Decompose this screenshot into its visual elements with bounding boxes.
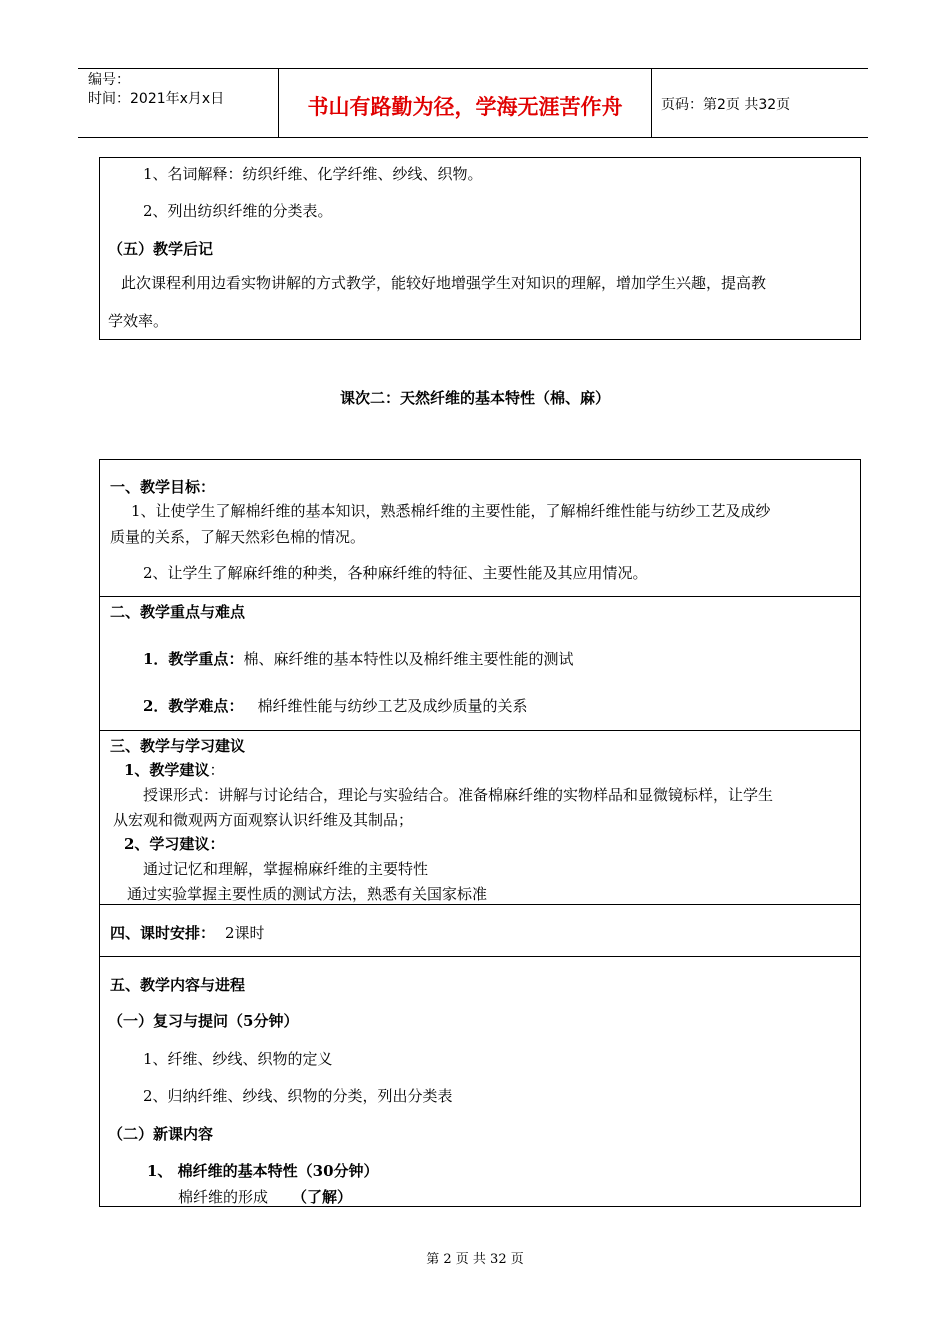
goals-item-2: 2、让学生了解麻纤维的种类，各种麻纤维的特征、主要性能及其应用情况。 <box>143 564 648 582</box>
teaching-difficulty <box>143 695 527 716</box>
homework-item-2: 2、列出纺织纤维的分类表。 <box>143 202 333 220</box>
learning-suggestion-text: 通过实验掌握主要性质的测试方法，熟悉有关国家标准 <box>127 885 488 903</box>
postscript-text: 学效率。 <box>108 312 169 330</box>
document-number-label: 编号： <box>88 72 130 88</box>
learning-suggestion-text: 通过记忆和理解，掌握棉麻纤维的主要特性 <box>143 860 429 878</box>
teaching-focus-label: 1．教学重点： <box>143 650 244 668</box>
header-meta <box>88 71 224 109</box>
teaching-focus-text: 棉、麻纤维的基本特性以及棉纤维主要性能的测试 <box>243 650 574 668</box>
review-item-2: 2、归纳纤维、纱线、织物的分类，列出分类表 <box>143 1087 453 1105</box>
teaching-focus <box>143 648 573 669</box>
learning-suggestion-label: 2、学习建议： <box>124 835 225 853</box>
teaching-suggestion-text: 授课形式：讲解与讨论结合，理论与实验结合。准备棉麻纤维的实物样品和显微镜标样，让学生 <box>143 786 774 804</box>
page-footer: 第 2 页 共 32 页 <box>426 1252 524 1267</box>
goals-item-1-cont: 质量的关系，了解天然彩色棉的情况。 <box>110 528 366 546</box>
lesson-title: 课次二：天然纤维的基本特性（棉、麻） <box>339 389 610 407</box>
row-divider <box>99 904 861 905</box>
new-content-subitem <box>178 1186 352 1207</box>
goals-heading: 一、教学目标： <box>110 478 216 496</box>
homework-box <box>99 157 861 340</box>
goals-item-1: 1、让使学生了解棉纤维的基本知识，熟悉棉纤维的主要性能，了解棉纤维性能与纺纱工艺及成纱 <box>131 502 771 520</box>
new-content-item-1: 1、 棉纤维的基本特性（30分钟） <box>147 1162 379 1180</box>
row-divider <box>99 956 861 957</box>
document-date-label: 时间：2021年x月x日 <box>88 91 225 107</box>
key-points-heading: 二、教学重点与难点 <box>110 603 246 621</box>
teaching-difficulty-text: 棉纤维性能与纺纱工艺及成纱质量的关系 <box>257 697 528 715</box>
header-page-number: 页码：第2页 共32页 <box>661 97 791 113</box>
suggestions-heading: 三、教学与学习建议 <box>110 737 246 755</box>
teaching-suggestion-label: 1、教学建议： <box>124 761 225 779</box>
page-header <box>78 68 868 138</box>
review-heading: （一）复习与提问（5分钟） <box>108 1012 299 1030</box>
homework-item-1: 1、名词解释：纺织纤维、化学纤维、纱线、织物。 <box>143 165 483 183</box>
row-divider <box>99 596 861 597</box>
teaching-difficulty-label: 2．教学难点： <box>143 697 244 715</box>
subitem-text: 棉纤维的形成 <box>178 1188 269 1206</box>
teaching-suggestion-text-cont: 从宏观和微观两方面观察认识纤维及其制品； <box>113 811 414 829</box>
class-hours-value: 2课时 <box>225 924 265 942</box>
class-hours-label: 四、课时安排： <box>110 924 216 942</box>
postscript-heading: （五）教学后记 <box>108 240 214 258</box>
class-hours <box>110 922 265 943</box>
row-divider <box>99 730 861 731</box>
postscript-text: 此次课程利用边看实物讲解的方式教学，能较好地增强学生对知识的理解，增加学生兴趣，提高教 <box>121 274 767 292</box>
header-divider <box>651 69 652 137</box>
header-motto: 书山有路勤为径，学海无涯苦作舟 <box>307 95 623 119</box>
content-heading: 五、教学内容与进程 <box>110 976 246 994</box>
subitem-note: （了解） <box>292 1188 353 1206</box>
new-content-heading: （二）新课内容 <box>108 1125 214 1143</box>
review-item-1: 1、纤维、纱线、织物的定义 <box>143 1050 333 1068</box>
